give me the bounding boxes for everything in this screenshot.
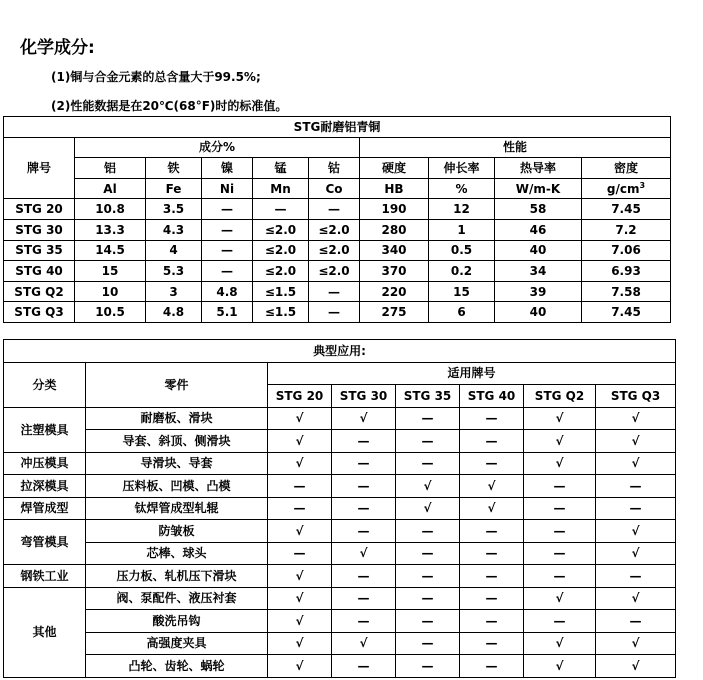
- value-cell: 4.8: [146, 302, 202, 323]
- grade-header-cell: STG 20: [268, 385, 332, 408]
- table-row: [4, 407, 676, 430]
- value-cell: —: [202, 240, 253, 261]
- not-applicable-cell: —: [460, 587, 524, 610]
- not-applicable-cell: —: [460, 520, 524, 543]
- composition-header: 成分%: [75, 137, 360, 158]
- part-cell: 耐磨板、滑块: [86, 407, 268, 430]
- not-applicable-cell: —: [396, 655, 460, 678]
- not-applicable-cell: —: [268, 475, 332, 498]
- check-mark-cell: √: [524, 430, 596, 453]
- not-applicable-cell: —: [396, 452, 460, 475]
- column-name: 密度: [582, 158, 671, 179]
- check-mark-cell: √: [524, 655, 596, 678]
- value-cell: —: [309, 281, 360, 302]
- grade-cell: STG Q2: [4, 281, 75, 302]
- part-cell: 压料板、凹模、凸模: [86, 475, 268, 498]
- value-cell: —: [202, 199, 253, 220]
- value-cell: 5.3: [146, 261, 202, 282]
- category-cell: 注塑模具: [4, 407, 86, 452]
- category-cell: 拉深模具: [4, 475, 86, 498]
- column-symbol: HB: [360, 178, 429, 199]
- not-applicable-cell: —: [524, 520, 596, 543]
- table-row: [4, 497, 676, 520]
- value-cell: —: [309, 302, 360, 323]
- not-applicable-cell: —: [460, 430, 524, 453]
- value-cell: 40: [495, 302, 582, 323]
- value-cell: 10.5: [75, 302, 146, 323]
- category-cell: 钢铁工业: [4, 565, 86, 588]
- column-name-row: [4, 158, 671, 179]
- column-symbol-superscript: 3: [639, 181, 646, 191]
- check-mark-cell: √: [268, 520, 332, 543]
- check-mark-cell: √: [268, 430, 332, 453]
- table-row: [4, 219, 671, 240]
- column-symbol: %: [429, 178, 495, 199]
- value-cell: 6: [429, 302, 495, 323]
- value-cell: 7.58: [582, 281, 671, 302]
- part-cell: 防皱板: [86, 520, 268, 543]
- part-cell: 阀、泵配件、液压衬套: [86, 587, 268, 610]
- value-cell: 7.45: [582, 302, 671, 323]
- column-symbol: W/m-K: [495, 178, 582, 199]
- category-cell: 冲压模具: [4, 452, 86, 475]
- table-row: [4, 587, 676, 610]
- table-row: [4, 610, 676, 633]
- column-name: 伸长率: [429, 158, 495, 179]
- value-cell: ≤2.0: [253, 240, 309, 261]
- not-applicable-cell: —: [396, 565, 460, 588]
- not-applicable-cell: —: [268, 542, 332, 565]
- grade-header: 牌号: [4, 137, 75, 199]
- table-row: [4, 632, 676, 655]
- column-symbol: Fe: [146, 178, 202, 199]
- grade-cell: STG 35: [4, 240, 75, 261]
- not-applicable-cell: —: [460, 452, 524, 475]
- not-applicable-cell: —: [524, 497, 596, 520]
- not-applicable-cell: —: [524, 610, 596, 633]
- value-cell: 0.2: [429, 261, 495, 282]
- grade-cell: STG 20: [4, 199, 75, 220]
- not-applicable-cell: —: [460, 565, 524, 588]
- value-cell: 4: [146, 240, 202, 261]
- table-row: [4, 655, 676, 678]
- check-mark-cell: √: [596, 430, 676, 453]
- value-cell: 15: [429, 281, 495, 302]
- grade-header-cell: STG Q3: [596, 385, 676, 408]
- value-cell: 15: [75, 261, 146, 282]
- column-symbol: Co: [309, 178, 360, 199]
- value-cell: 340: [360, 240, 429, 261]
- not-applicable-cell: —: [396, 520, 460, 543]
- applicable-grades-header: 适用牌号: [268, 362, 676, 385]
- check-mark-cell: √: [460, 497, 524, 520]
- check-mark-cell: √: [596, 520, 676, 543]
- part-cell: 酸洗吊钩: [86, 610, 268, 633]
- category-cell: 其他: [4, 587, 86, 677]
- table-row: [4, 240, 671, 261]
- value-cell: 34: [495, 261, 582, 282]
- table-row: [4, 452, 676, 475]
- not-applicable-cell: —: [332, 452, 396, 475]
- table-row: [4, 542, 676, 565]
- check-mark-cell: √: [332, 632, 396, 655]
- value-cell: 40: [495, 240, 582, 261]
- table-row: [4, 261, 671, 282]
- not-applicable-cell: —: [596, 475, 676, 498]
- category-cell: 弯管模具: [4, 520, 86, 565]
- check-mark-cell: √: [596, 452, 676, 475]
- check-mark-cell: √: [524, 407, 596, 430]
- value-cell: —: [309, 199, 360, 220]
- not-applicable-cell: —: [332, 655, 396, 678]
- column-symbol: Ni: [202, 178, 253, 199]
- value-cell: 10.8: [75, 199, 146, 220]
- value-cell: ≤2.0: [309, 219, 360, 240]
- value-cell: 280: [360, 219, 429, 240]
- value-cell: 58: [495, 199, 582, 220]
- not-applicable-cell: —: [460, 655, 524, 678]
- not-applicable-cell: —: [332, 565, 396, 588]
- value-cell: ≤1.5: [253, 281, 309, 302]
- check-mark-cell: √: [524, 587, 596, 610]
- value-cell: 39: [495, 281, 582, 302]
- check-mark-cell: √: [268, 407, 332, 430]
- note-standard-conditions: (2)性能数据是在20℃(68°F)时的标准值。: [51, 99, 288, 113]
- value-cell: 3: [146, 281, 202, 302]
- grade-header-cell: STG 35: [396, 385, 460, 408]
- value-cell: 12: [429, 199, 495, 220]
- part-cell: 钛焊管成型轧辊: [86, 497, 268, 520]
- part-cell: 压力板、轧机压下滑块: [86, 565, 268, 588]
- value-cell: 4.3: [146, 219, 202, 240]
- not-applicable-cell: —: [524, 565, 596, 588]
- column-name: 铝: [75, 158, 146, 179]
- value-cell: —: [202, 261, 253, 282]
- category-cell: 焊管成型: [4, 497, 86, 520]
- check-mark-cell: √: [396, 475, 460, 498]
- check-mark-cell: √: [524, 452, 596, 475]
- grade-cell: STG 40: [4, 261, 75, 282]
- check-mark-cell: √: [268, 587, 332, 610]
- column-symbol: $g/cm^3$: [582, 178, 671, 199]
- column-name: 镍: [202, 158, 253, 179]
- table-row: [4, 281, 671, 302]
- value-cell: 7.06: [582, 240, 671, 261]
- grade-cell: STG Q3: [4, 302, 75, 323]
- not-applicable-cell: —: [396, 610, 460, 633]
- check-mark-cell: √: [332, 407, 396, 430]
- value-cell: 7.45: [582, 199, 671, 220]
- grade-header-cell: STG Q2: [524, 385, 596, 408]
- value-cell: 7.2: [582, 219, 671, 240]
- value-cell: 46: [495, 219, 582, 240]
- check-mark-cell: √: [332, 542, 396, 565]
- part-cell: 导套、斜顶、侧滑块: [86, 430, 268, 453]
- part-cell: 导滑块、导套: [86, 452, 268, 475]
- part-cell: 凸轮、齿轮、蜗轮: [86, 655, 268, 678]
- not-applicable-cell: —: [460, 610, 524, 633]
- column-name: 热导率: [495, 158, 582, 179]
- properties-header: 性能: [360, 137, 671, 158]
- check-mark-cell: √: [596, 655, 676, 678]
- value-cell: 13.3: [75, 219, 146, 240]
- check-mark-cell: √: [268, 655, 332, 678]
- not-applicable-cell: —: [268, 497, 332, 520]
- not-applicable-cell: —: [396, 407, 460, 430]
- not-applicable-cell: —: [524, 475, 596, 498]
- value-cell: ≤1.5: [253, 302, 309, 323]
- check-mark-cell: √: [268, 632, 332, 655]
- category-header: 分类: [4, 362, 86, 407]
- part-header: 零件: [86, 362, 268, 407]
- check-mark-cell: √: [524, 632, 596, 655]
- section-heading: 化学成分:: [20, 38, 95, 58]
- not-applicable-cell: —: [332, 475, 396, 498]
- grade-cell: STG 30: [4, 219, 75, 240]
- not-applicable-cell: —: [332, 430, 396, 453]
- value-cell: 5.1: [202, 302, 253, 323]
- not-applicable-cell: —: [396, 587, 460, 610]
- check-mark-cell: √: [596, 632, 676, 655]
- column-name: 铁: [146, 158, 202, 179]
- grade-header-cell: STG 40: [460, 385, 524, 408]
- column-symbol-row: [4, 178, 671, 199]
- not-applicable-cell: —: [524, 542, 596, 565]
- value-cell: 0.5: [429, 240, 495, 261]
- value-cell: —: [253, 199, 309, 220]
- not-applicable-cell: —: [460, 542, 524, 565]
- composition-properties-table: [3, 116, 671, 323]
- not-applicable-cell: —: [596, 565, 676, 588]
- value-cell: ≤2.0: [253, 219, 309, 240]
- value-cell: ≤2.0: [309, 240, 360, 261]
- value-cell: 14.5: [75, 240, 146, 261]
- value-cell: ≤2.0: [253, 261, 309, 282]
- column-name: 硬度: [360, 158, 429, 179]
- part-cell: 高强度夹具: [86, 632, 268, 655]
- table1-title: STG耐磨铝青铜: [4, 117, 671, 138]
- table-row: [4, 430, 676, 453]
- value-cell: ≤2.0: [309, 261, 360, 282]
- column-symbol: Al: [75, 178, 146, 199]
- not-applicable-cell: —: [332, 520, 396, 543]
- part-cell: 芯棒、球头: [86, 542, 268, 565]
- check-mark-cell: √: [396, 497, 460, 520]
- table-row: [4, 199, 671, 220]
- value-cell: 220: [360, 281, 429, 302]
- value-cell: —: [202, 219, 253, 240]
- value-cell: 190: [360, 199, 429, 220]
- value-cell: 3.5: [146, 199, 202, 220]
- not-applicable-cell: —: [332, 497, 396, 520]
- grade-header-cell: STG 30: [332, 385, 396, 408]
- column-symbol: Mn: [253, 178, 309, 199]
- not-applicable-cell: —: [396, 632, 460, 655]
- check-mark-cell: √: [460, 475, 524, 498]
- not-applicable-cell: —: [460, 632, 524, 655]
- not-applicable-cell: —: [396, 542, 460, 565]
- not-applicable-cell: —: [332, 610, 396, 633]
- table-row: [4, 475, 676, 498]
- value-cell: 275: [360, 302, 429, 323]
- value-cell: 10: [75, 281, 146, 302]
- table-row: [4, 520, 676, 543]
- check-mark-cell: √: [596, 587, 676, 610]
- table-row: [4, 565, 676, 588]
- not-applicable-cell: —: [596, 497, 676, 520]
- not-applicable-cell: —: [460, 407, 524, 430]
- column-name: 锰: [253, 158, 309, 179]
- not-applicable-cell: —: [596, 610, 676, 633]
- table-row: [4, 302, 671, 323]
- value-cell: 1: [429, 219, 495, 240]
- check-mark-cell: √: [268, 565, 332, 588]
- value-cell: 370: [360, 261, 429, 282]
- application-table: [3, 339, 676, 678]
- note-total-content: (1)铜与合金元素的总含量大于99.5%;: [51, 70, 261, 84]
- check-mark-cell: √: [268, 452, 332, 475]
- check-mark-cell: √: [268, 610, 332, 633]
- check-mark-cell: √: [596, 407, 676, 430]
- column-name: 钴: [309, 158, 360, 179]
- table2-title: 典型应用:: [4, 340, 676, 363]
- not-applicable-cell: —: [396, 430, 460, 453]
- value-cell: 6.93: [582, 261, 671, 282]
- not-applicable-cell: —: [332, 587, 396, 610]
- value-cell: 4.8: [202, 281, 253, 302]
- check-mark-cell: √: [596, 542, 676, 565]
